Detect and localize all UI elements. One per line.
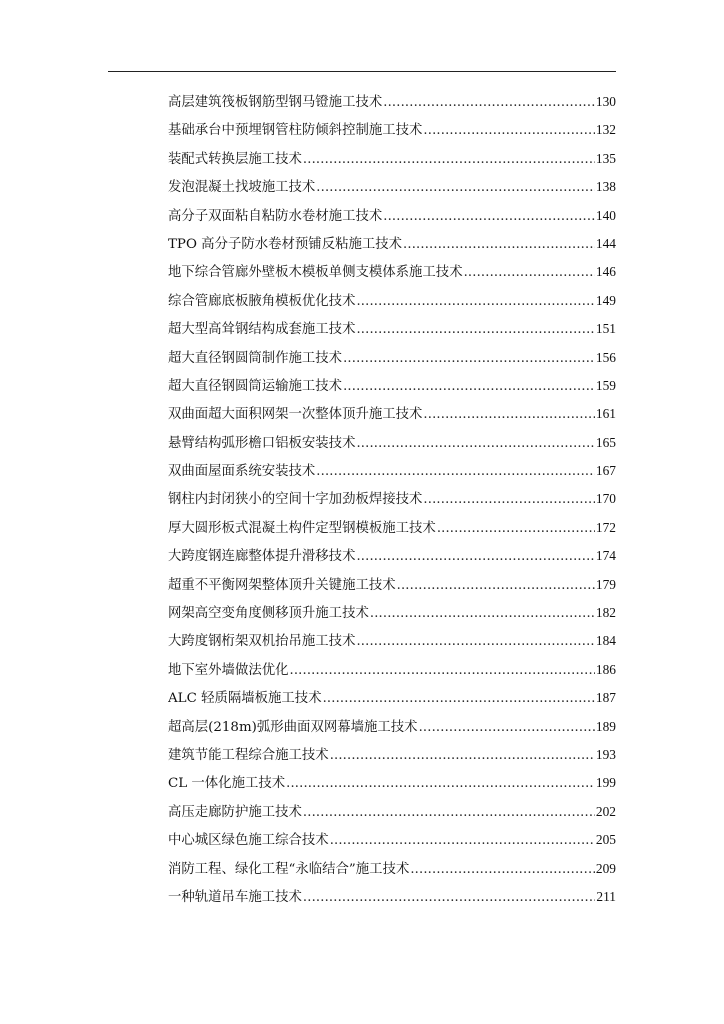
toc-entry[interactable] bbox=[168, 116, 616, 144]
toc-entry-page-number: 135 bbox=[595, 150, 616, 166]
toc-dot-leader bbox=[419, 714, 595, 741]
toc-dot-leader bbox=[290, 657, 595, 684]
toc-entry[interactable] bbox=[168, 741, 616, 769]
toc-dot-leader bbox=[423, 117, 594, 144]
toc-entry-page-number: 132 bbox=[595, 122, 616, 138]
toc-entry[interactable] bbox=[168, 173, 616, 201]
toc-entry[interactable] bbox=[168, 145, 616, 173]
toc-entry-page-number: 184 bbox=[595, 633, 616, 649]
toc-entry[interactable] bbox=[168, 372, 616, 400]
toc-entry-page-number: 186 bbox=[595, 661, 616, 677]
toc-dot-leader bbox=[383, 89, 595, 116]
toc-entry-page-number: 156 bbox=[595, 349, 616, 365]
toc-dot-leader bbox=[356, 628, 594, 655]
toc-entry-title: 超重不平衡网架整体顶升关键施工技术 bbox=[168, 577, 396, 593]
toc-entry-page-number: 159 bbox=[595, 377, 616, 393]
toc-dot-leader bbox=[303, 884, 596, 911]
toc-entry-page-number: 211 bbox=[596, 888, 616, 904]
toc-entry-title: 中心城区绿色施工综合技术 bbox=[168, 833, 329, 849]
toc-dot-leader bbox=[397, 572, 595, 599]
toc-dot-leader bbox=[383, 203, 595, 230]
toc-entry-title: 高分子双面粘自粘防水卷材施工技术 bbox=[168, 208, 383, 224]
toc-entry[interactable] bbox=[168, 344, 616, 372]
toc-entry-page-number: 170 bbox=[595, 491, 616, 507]
toc-entry[interactable] bbox=[168, 855, 616, 883]
toc-entry-title: 超高层(218m)弧形曲面双网幕墙施工技术 bbox=[168, 719, 418, 735]
toc-entry[interactable] bbox=[168, 485, 616, 513]
toc-entry-page-number: 187 bbox=[595, 690, 616, 706]
toc-entry-title: ALC 轻质隔墙板施工技术 bbox=[168, 691, 322, 707]
toc-dot-leader bbox=[303, 146, 595, 173]
toc-entry-title: TPO 高分子防水卷材预铺反粘施工技术 bbox=[168, 236, 403, 252]
toc-entry[interactable] bbox=[168, 315, 616, 343]
toc-entry[interactable] bbox=[168, 400, 616, 428]
toc-dot-leader bbox=[323, 685, 595, 712]
toc-dot-leader bbox=[343, 345, 595, 372]
toc-dot-leader bbox=[316, 458, 595, 485]
toc-entry-page-number: 193 bbox=[595, 746, 616, 762]
toc-entry[interactable] bbox=[168, 202, 616, 230]
toc-entry[interactable] bbox=[168, 656, 616, 684]
toc-entry-page-number: 151 bbox=[595, 321, 616, 337]
toc-entry[interactable] bbox=[168, 599, 616, 627]
toc-entry-title: 综合管廊底板腋角模板优化技术 bbox=[168, 293, 356, 309]
toc-entry[interactable] bbox=[168, 713, 616, 741]
toc-entry-title: 网架高空变角度侧移顶升施工技术 bbox=[168, 606, 369, 622]
toc-entry[interactable] bbox=[168, 542, 616, 570]
toc-dot-leader bbox=[330, 827, 595, 854]
toc-entry-title: CL 一体化施工技术 bbox=[168, 776, 286, 792]
toc-dot-leader bbox=[356, 430, 594, 457]
toc-entry-page-number: 165 bbox=[595, 434, 616, 450]
toc-dot-leader bbox=[464, 259, 595, 286]
toc-entry[interactable] bbox=[168, 88, 616, 116]
toc-entry-page-number: 174 bbox=[595, 548, 616, 564]
toc-entry-title: 厚大圆形板式混凝土构件定型钢模板施工技术 bbox=[168, 520, 436, 536]
toc-entry-title: 高压走廊防护施工技术 bbox=[168, 804, 302, 820]
toc-entry-page-number: 138 bbox=[595, 179, 616, 195]
toc-dot-leader bbox=[303, 799, 595, 826]
toc-entry[interactable] bbox=[168, 571, 616, 599]
toc-dot-leader bbox=[356, 316, 594, 343]
toc-dot-leader bbox=[286, 770, 595, 797]
toc-entry-page-number: 149 bbox=[595, 292, 616, 308]
toc-entry[interactable] bbox=[168, 826, 616, 854]
toc-dot-leader bbox=[316, 174, 595, 201]
toc-entry-page-number: 199 bbox=[595, 775, 616, 791]
toc-dot-leader bbox=[356, 543, 594, 570]
toc-entry-title: 建筑节能工程综合施工技术 bbox=[168, 747, 329, 763]
toc-entry-page-number: 179 bbox=[595, 576, 616, 592]
toc-dot-leader bbox=[410, 856, 595, 883]
toc-dot-leader bbox=[437, 515, 595, 542]
toc-entry-page-number: 144 bbox=[595, 235, 616, 251]
toc-dot-leader bbox=[423, 486, 594, 513]
toc-entry[interactable] bbox=[168, 429, 616, 457]
toc-entry-title: 基础承台中预埋钢管柱防倾斜控制施工技术 bbox=[168, 123, 423, 139]
toc-entry-page-number: 209 bbox=[595, 860, 616, 876]
toc-entry-title: 地下室外墙做法优化 bbox=[168, 662, 289, 678]
toc-entry-title: 大跨度钢连廊整体提升滑移技术 bbox=[168, 549, 356, 565]
toc-dot-leader bbox=[403, 231, 595, 258]
toc-entry-page-number: 140 bbox=[595, 207, 616, 223]
toc-entry-title: 地下综合管廊外壁板木模板单侧支模体系施工技术 bbox=[168, 265, 463, 281]
toc-entry-page-number: 205 bbox=[595, 832, 616, 848]
toc-entry-title: 装配式转换层施工技术 bbox=[168, 151, 302, 167]
toc-entry-title: 一种轨道吊车施工技术 bbox=[168, 889, 302, 905]
toc-entry[interactable] bbox=[168, 230, 616, 258]
toc-entry-title: 高层建筑筏板钢筋型钢马镫施工技术 bbox=[168, 95, 383, 110]
toc-entry-page-number: 161 bbox=[595, 406, 616, 422]
toc-entry-title: 双曲面超大面积网架一次整体顶升施工技术 bbox=[168, 407, 423, 423]
toc-entry-page-number: 146 bbox=[595, 264, 616, 280]
toc-entry[interactable] bbox=[168, 684, 616, 712]
toc-entry-title: 双曲面屋面系统安装技术 bbox=[168, 464, 316, 480]
toc-entry[interactable] bbox=[168, 258, 616, 286]
toc-entry-title: 超大直径钢圆筒制作施工技术 bbox=[168, 350, 343, 366]
toc-entry-page-number: 130 bbox=[595, 94, 616, 109]
toc-entry[interactable] bbox=[168, 287, 616, 315]
toc-entry-page-number: 202 bbox=[595, 803, 616, 819]
toc-entry-page-number: 172 bbox=[595, 519, 616, 535]
toc-entry-title: 悬臂结构弧形檐口铝板安装技术 bbox=[168, 435, 356, 451]
toc-entry[interactable] bbox=[168, 883, 616, 911]
toc-dot-leader bbox=[370, 600, 595, 627]
toc-entry-page-number: 189 bbox=[595, 718, 616, 734]
toc-entry-title: 钢柱内封闭狭小的空间十字加劲板焊接技术 bbox=[168, 492, 423, 508]
toc-entry[interactable] bbox=[168, 769, 616, 797]
toc-entry[interactable] bbox=[168, 514, 616, 542]
toc-entry-page-number: 167 bbox=[595, 463, 616, 479]
toc-entry[interactable] bbox=[168, 457, 616, 485]
toc-entry-title: 超大直径钢圆筒运输施工技术 bbox=[168, 378, 343, 394]
toc-dot-leader bbox=[356, 288, 594, 315]
toc-entry[interactable] bbox=[168, 627, 616, 655]
toc-dot-leader bbox=[423, 401, 594, 428]
table-of-contents bbox=[168, 88, 616, 911]
toc-entry-title: 发泡混凝土找坡施工技术 bbox=[168, 180, 316, 196]
toc-dot-leader bbox=[330, 742, 595, 769]
toc-entry-title: 消防工程、绿化工程“永临结合”施工技术 bbox=[168, 861, 410, 877]
toc-entry-title: 大跨度钢桁架双机抬吊施工技术 bbox=[168, 634, 356, 650]
toc-entry-page-number: 182 bbox=[595, 605, 616, 621]
toc-dot-leader bbox=[343, 373, 595, 400]
toc-entry-title: 超大型高耸钢结构成套施工技术 bbox=[168, 322, 356, 338]
toc-entry[interactable] bbox=[168, 798, 616, 826]
header-rule bbox=[108, 71, 616, 72]
